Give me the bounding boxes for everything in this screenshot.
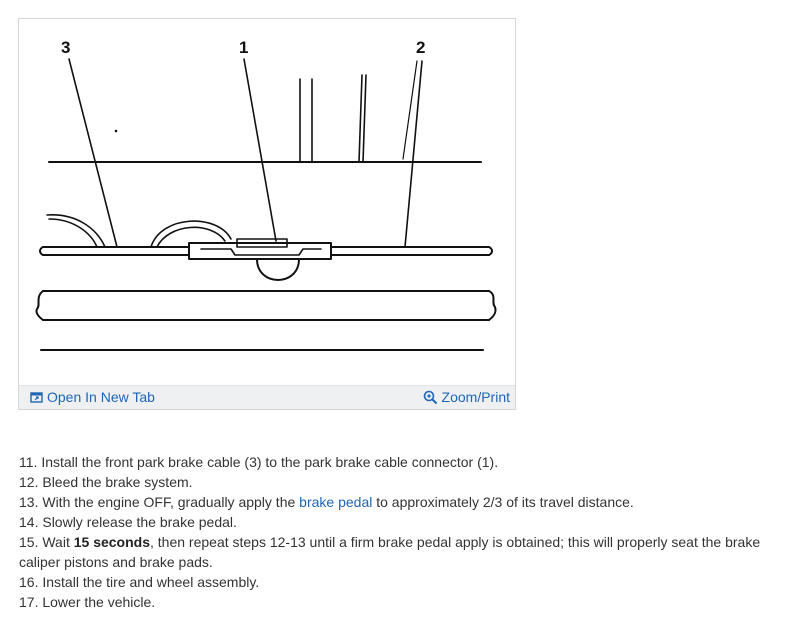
step-15-text-end: , then repeat steps 12-13 until a firm brake pedal apply is obtained; this will properly seat the brake caliper pistons and brake pads. [19,534,761,570]
step-16: 16. Install the tire and wheel assembly. [19,574,260,590]
step-14: 14. Slowly release the brake pedal. [19,514,237,530]
step-12: 12. Bleed the brake system. [19,474,193,490]
figure-toolbar [19,385,515,409]
zoom-print-label: Zoom/Print [441,389,510,405]
brake-pedal-link[interactable]: brake pedal [299,494,373,510]
step-15 [19,532,789,572]
step-15-text-start: 15. Wait [19,534,74,550]
open-in-new-tab-label: Open In New Tab [47,389,155,405]
instruction-steps [19,452,789,612]
open-in-new-tab-icon [30,391,43,404]
step-15-emphasis: 15 seconds [73,534,150,550]
callout-2: 2 [416,38,426,57]
zoom-print-button[interactable] [423,389,510,405]
step-17: 17. Lower the vehicle. [19,594,156,610]
open-in-new-tab-button[interactable] [30,389,155,405]
zoom-magnifier-icon [423,390,438,405]
line-drawing [19,19,515,385]
figure-card [18,18,516,410]
step-13-text-start: 13. With the engine OFF, gradually apply the [19,494,300,510]
callout-3: 3 [61,38,71,57]
step-13-text-end: to approximately 2/3 of its travel distance. [372,494,634,510]
step-13 [19,492,789,512]
step-11: 11. Install the front park brake cable (3) to the park brake cable connector (1). [19,454,499,470]
brake-cable-diagram [19,19,515,385]
callout-1: 1 [239,38,249,57]
